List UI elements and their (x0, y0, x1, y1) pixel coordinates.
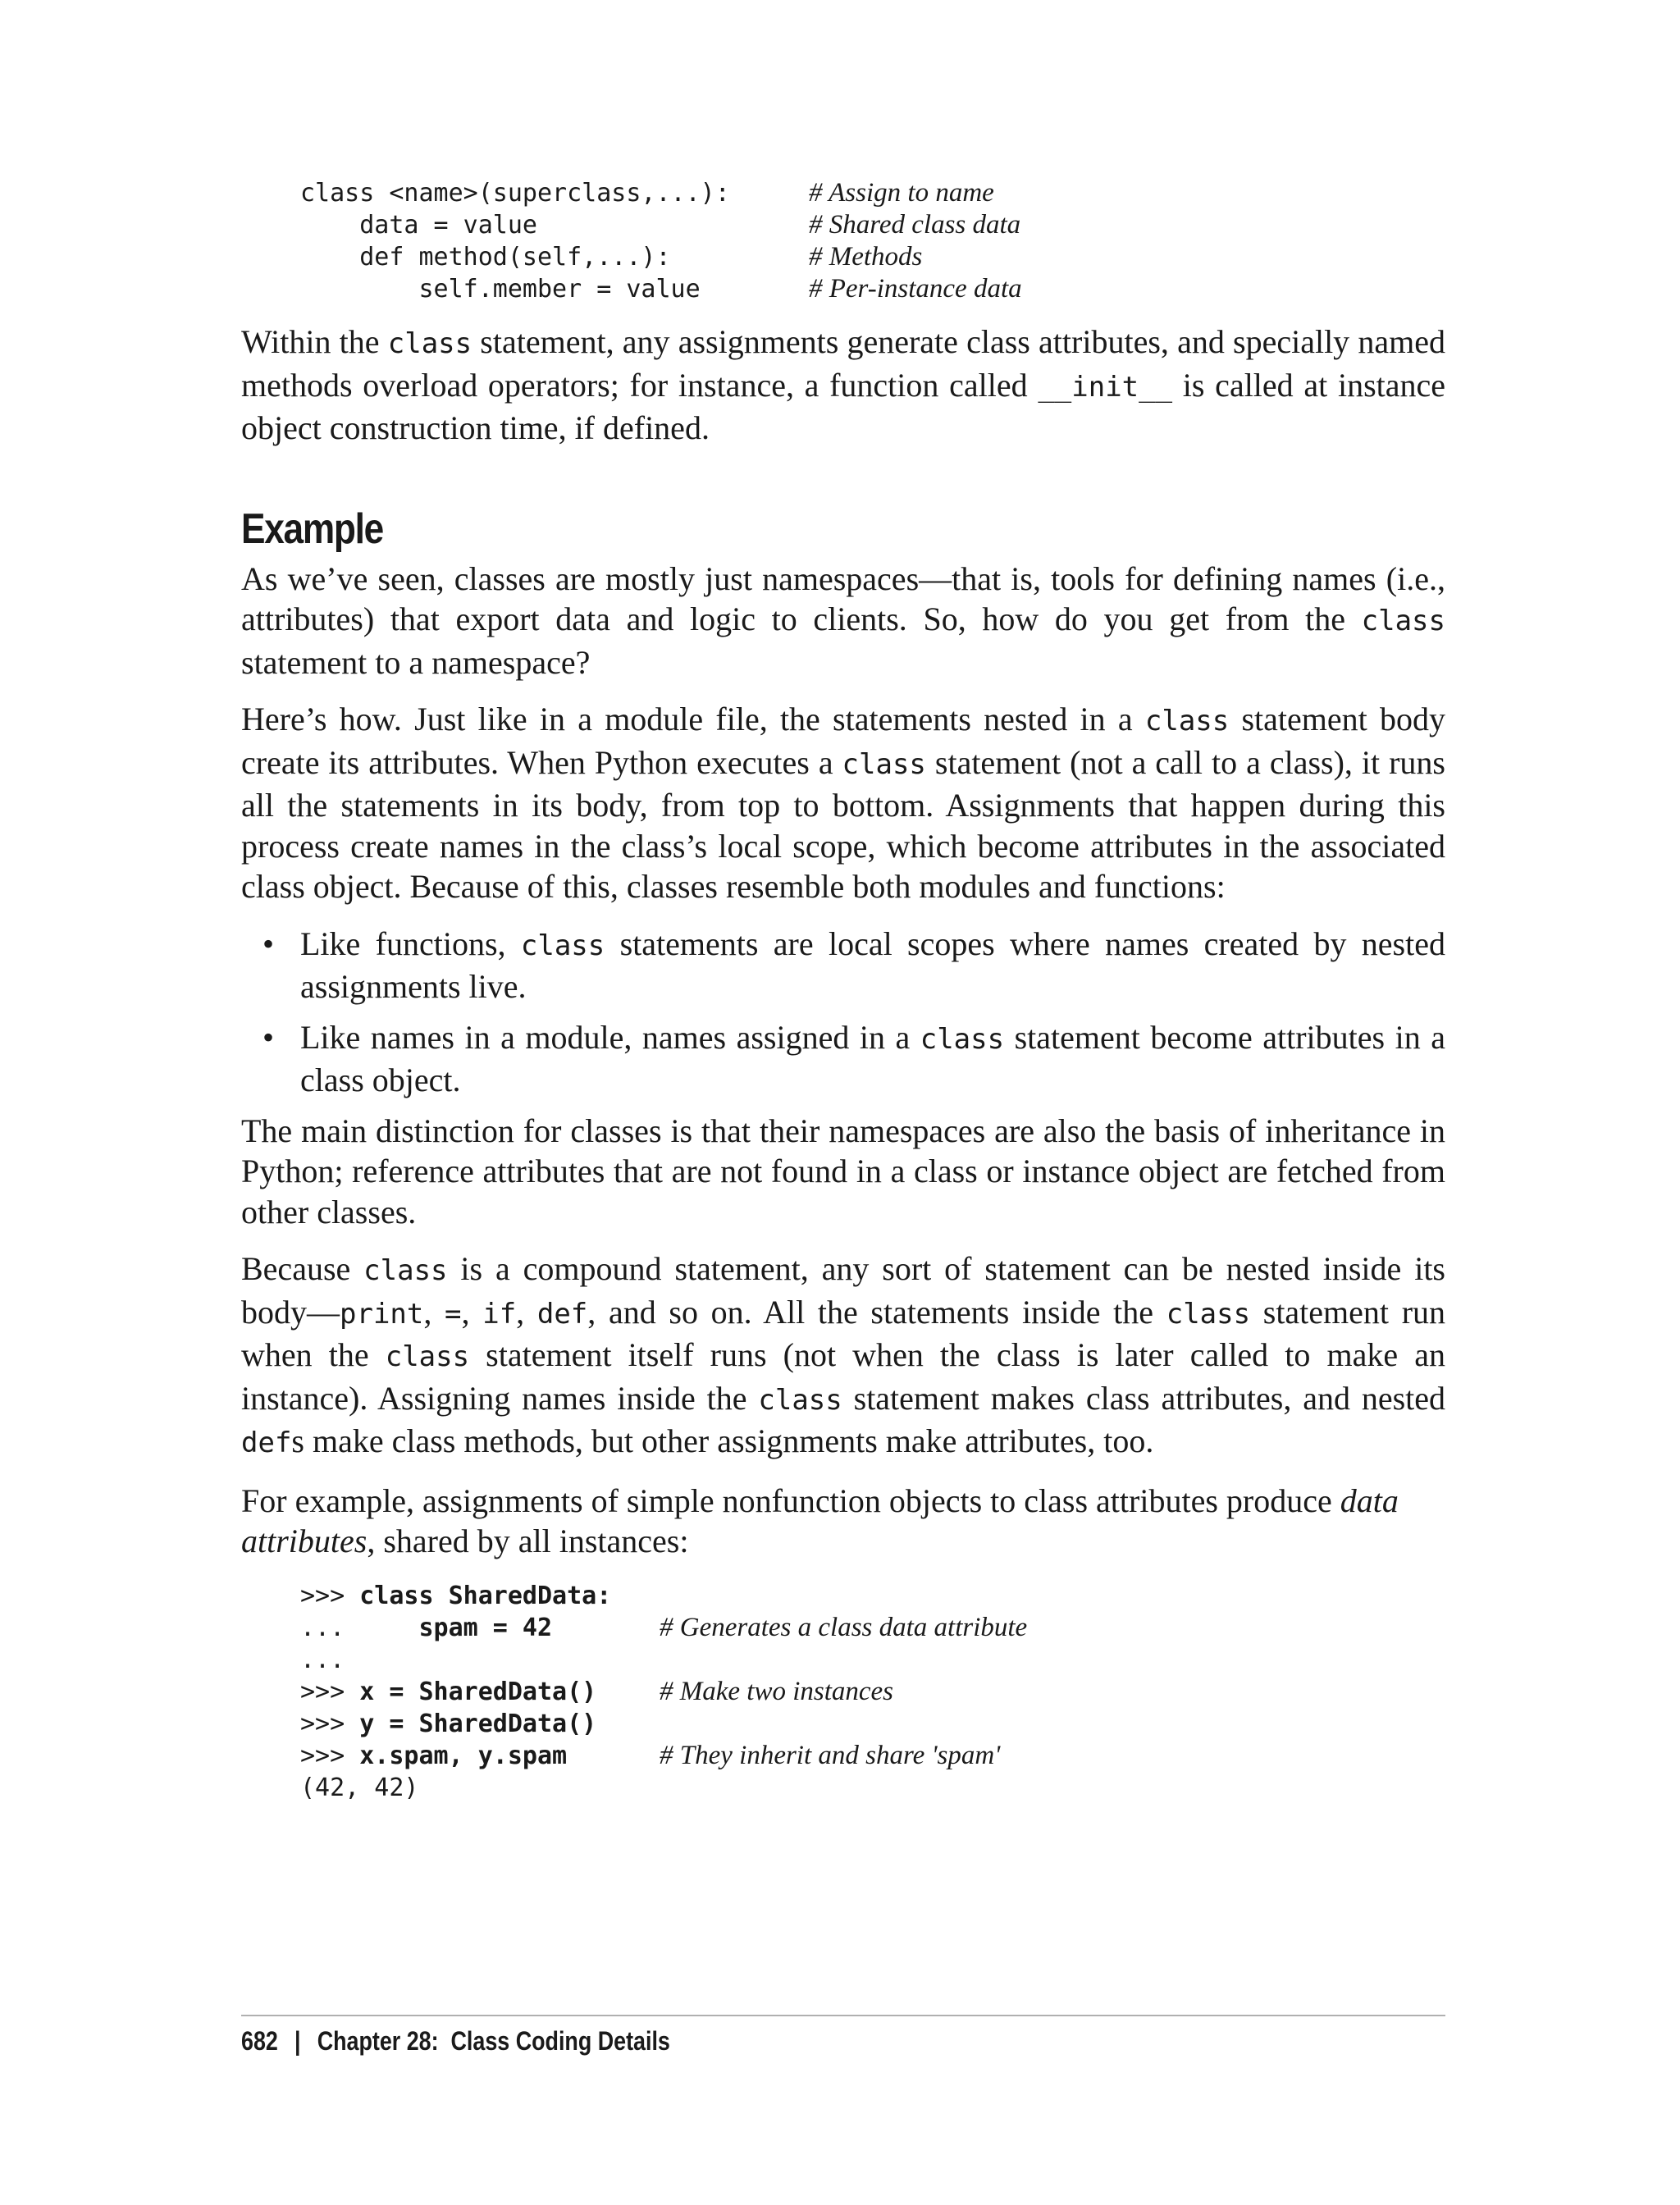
paragraph-inheritance: The main distinction for classes is that their namespaces are also the basis of inheritance in Python; reference attributes that are not found in a class or instance object are fetched from other classes. (241, 1112, 1445, 1230)
inline-code: class (758, 1383, 842, 1417)
code-text: ... spam = 42 (300, 1613, 553, 1642)
code-line (300, 273, 1445, 305)
code-text: >>> x.spam, y.spam (300, 1741, 568, 1770)
bullet-icon: • (262, 1018, 275, 1056)
bullet-list (241, 924, 1445, 1101)
code-text: def method(self,...): (300, 243, 671, 272)
code-comment: # Per-instance data (809, 274, 1022, 304)
inline-code: def (536, 1297, 588, 1331)
code-comment: # Make two instances (660, 1676, 894, 1706)
paragraph-heres-how: Here’s how. Just like in a module file, the statements nested in a class statement body create its attributes. When Python executes a class statement (not a call to a class), it runs all the statements in its body, from top to bottom. Assignments that happen during this process create names in the class’s local scope, which become attributes in the associated class object. Because of this, classes resemble both modules and functions: (241, 701, 1446, 905)
page-content (241, 177, 1445, 1804)
code-text: ... (300, 1645, 345, 1674)
code-comment: # They inherit and share 'spam' (660, 1740, 1001, 1770)
paragraph-data-attributes: For example, assignments of simple nonfunction objects to class attributes produce data attributes, shared by all instances: (241, 1481, 1399, 1559)
chapter-title: Chapter 28: Class Coding Details (317, 2026, 670, 2056)
inline-code: class (842, 747, 926, 781)
list-item: • Like functions, class statements are local scopes where names created by nested assignments live. (262, 924, 1445, 1005)
page-number: 682 (241, 2026, 278, 2056)
code-line (300, 1644, 1445, 1676)
code-text: class <name>(superclass,...): (300, 179, 730, 208)
code-line (300, 177, 1445, 209)
footer-separator: | (294, 2026, 301, 2056)
inline-code: print (340, 1297, 424, 1331)
code-text: >>> y = SharedData() (300, 1709, 597, 1738)
inline-code: class (520, 929, 605, 962)
code-line (300, 1708, 1445, 1740)
inline-code: __init__ (1038, 370, 1173, 404)
code-line (300, 1580, 1445, 1612)
footer-divider (241, 2015, 1445, 2016)
bullet-icon: • (262, 924, 275, 962)
code-line (300, 1612, 1445, 1644)
paragraph-compound-statement: Because class is a compound statement, any sort of statement can be nested inside its body—print, =, if, def, and so on. All the statements inside the class statement run when the class statement itself runs (not when the class is later called to make an instance). Assigning names inside the class statement makes class attributes, and nested defs make class methods, but other assignments make attributes, too. (241, 1250, 1446, 1459)
inline-code: def (241, 1427, 292, 1459)
code-line (300, 209, 1445, 241)
inline-code: class (1166, 1297, 1251, 1331)
inline-code: class (920, 1022, 1005, 1056)
code-text: self.member = value (300, 275, 701, 304)
paragraph-class-statement-intro: Within the class statement, any assignments generate class attributes, and specially named methods overload operators; for instance, a function called __init__ is called at instance object construction time, if defined. (241, 323, 1446, 446)
code-comment: # Assign to name (809, 178, 994, 208)
list-item: • Like names in a module, names assigned in a class statement become attributes in a class object. (262, 1018, 1445, 1098)
code-text: >>> x = SharedData() (300, 1677, 597, 1706)
code-text: (42, 42) (300, 1773, 419, 1802)
code-comment: # Generates a class data attribute (660, 1612, 1028, 1642)
emphasis-term: data attributes (241, 1481, 1399, 1559)
inline-code: class (387, 327, 472, 360)
code-comment: # Shared class data (809, 210, 1021, 240)
class-syntax-code-block (300, 177, 1445, 305)
inline-code: class (1361, 605, 1445, 637)
code-line (300, 241, 1445, 273)
code-text: >>> class SharedData: (300, 1581, 612, 1610)
inline-code: if (482, 1297, 517, 1331)
code-line (300, 1740, 1445, 1772)
section-heading: Example (241, 504, 383, 553)
code-text: data = value (300, 211, 537, 240)
shared-data-code-block (300, 1580, 1445, 1804)
code-comment: # Methods (809, 242, 923, 272)
inline-code: class (385, 1340, 470, 1373)
inline-code: class (363, 1254, 448, 1287)
paragraph-namespaces: As we’ve seen, classes are mostly just namespaces—that is, tools for defining names (i.e., attributes) that export data and logic to clients. So, how do you get from the class statement to a namespace? (241, 559, 1445, 681)
inline-code: class (1144, 705, 1230, 737)
code-line (300, 1676, 1445, 1708)
page-footer (241, 2023, 670, 2059)
inline-code: = (445, 1297, 462, 1331)
code-line (300, 1772, 1445, 1804)
